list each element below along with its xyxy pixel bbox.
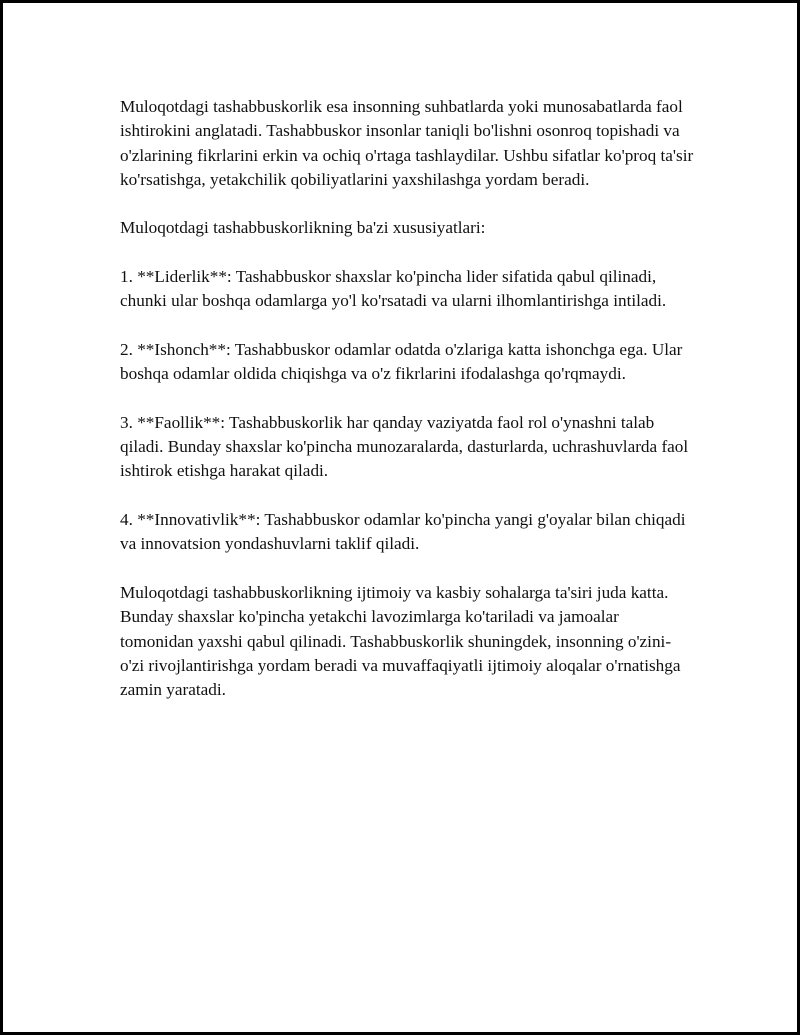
feature-item-leadership: 1. **Liderlik**: Tashabbuskor shaxslar ko'pincha lider sifatida qabul qilinadi, chunki ular boshqa odamlarga yo'l ko'rsatadi va ularni ilhomlantirishga intiladi. — [120, 267, 667, 311]
conclusion-paragraph: Muloqotdagi tashabbuskorlikning ijtimoiy va kasbiy sohalarga ta'siri juda katta. Bunday shaxslar ko'pincha yetakchi lavozimlarga ko'tariladi va jamoalar tomonidan yaxshi qabul qilinadi. Tashabbuskorlik shuningdek, insonning o'zini-o'zi rivojlantirishga yordam beradi va muvaffaqiyatli ijtimoiy aloqalar o'rnatishga zamin yaratadi. — [120, 582, 681, 700]
intro-paragraph: Muloqotdagi tashabbuskorlik esa insonning suhbatlarda yoki munosabatlarda faol ishtirokini anglatadi. Tashabbuskor insonlar taniqli bo'lishni osonroq topishadi va o'zlarining fikrlarini erkin va ochiq o'rtaga tashlaydilar. Ushbu sifatlar ko'proq ta'sir ko'rsatishga, yetakchilik qobiliyatlarini yaxshilashga yordam beradi. — [120, 97, 694, 189]
features-heading-paragraph: Muloqotdagi tashabbuskorlikning ba'zi xususiyatlari: — [120, 218, 486, 238]
document-body — [120, 95, 695, 702]
feature-item-activity: 3. **Faollik**: Tashabbuskorlik har qanday vaziyatda faol rol o'ynashni talab qiladi. Bunday shaxslar ko'pincha munozaralarda, dasturlarda, uchrashuvlarda faol ishtirok etishga harakat qiladi. — [120, 412, 689, 481]
feature-item-confidence: 2. **Ishonch**: Tashabbuskor odamlar odatda o'zlariga katta ishonchga ega. Ular boshqa odamlar oldida chiqishga va o'z fikrlarini ifodalashga qo'rqmaydi. — [120, 339, 683, 384]
feature-item-innovation: 4. **Innovativlik**: Tashabbuskor odamlar ko'pincha yangi g'oyalar bilan chiqadi va innovatsion yondashuvlarni taklif qiladi. — [120, 510, 686, 554]
